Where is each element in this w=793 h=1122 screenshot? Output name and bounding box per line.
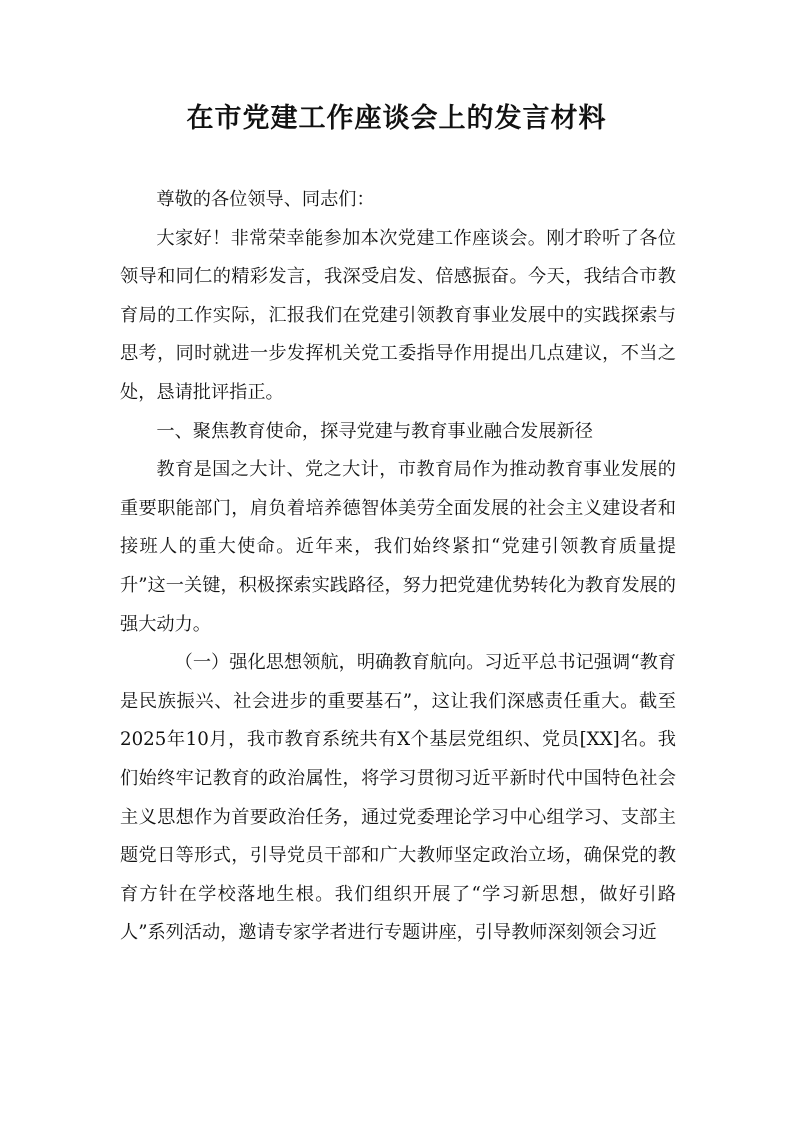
section-heading-1: 一、聚焦教育使命，探寻党建与教育事业融合发展新径: [156, 420, 593, 442]
paragraph-section-1: 教育是国之大计、党之大计，市教育局作为推动教育事业发展的重要职能部门，肩负着培养德智体美劳全面发展的社会主义建设者和接班人的重大使命。近年来，我们始终紧扣“党建引领教育质量提升”这一关键，积极探索实践路径，努力把党建优势转化为教育发展的强大动力。: [120, 459, 676, 635]
document-body: [120, 181, 676, 953]
paragraph-intro: 大家好！非常荣幸能参加本次党建工作座谈会。刚才聆听了各位领导和同仁的精彩发言，我深受启发、倍感振奋。今天，我结合市教育局的工作实际，汇报我们在党建引领教育事业发展中的实践探索与思考，同时就进一步发挥机关党工委指导作用提出几点建议，不当之处，恳请批评指正。: [120, 227, 676, 403]
paragraph-subsection-1: （一）强化思想领航，明确教育航向。习近平总书记强调“教育是民族振兴、社会进步的重要基石”，这让我们深感责任重大。截至2025年10月，我市教育系统共有X个基层党组织、党员[XX]名。我们始终牢记教育的政治属性，将学习贯彻习近平新时代中国特色社会主义思想作为首要政治任务，通过党委理论学习中心组学习、支部主题党日等形式，引导党员干部和广大教师坚定政治立场，确保党的教育方针在学校落地生根。我们组织开展了“学习新思想，做好引路人”系列活动，邀请专家学者进行专题讲座，引导教师深刻领会习近: [120, 652, 676, 944]
salutation: 尊敬的各位领导、同志们：: [156, 189, 375, 210]
document-title: 在市党建工作座谈会上的发言材料: [186, 103, 607, 134]
